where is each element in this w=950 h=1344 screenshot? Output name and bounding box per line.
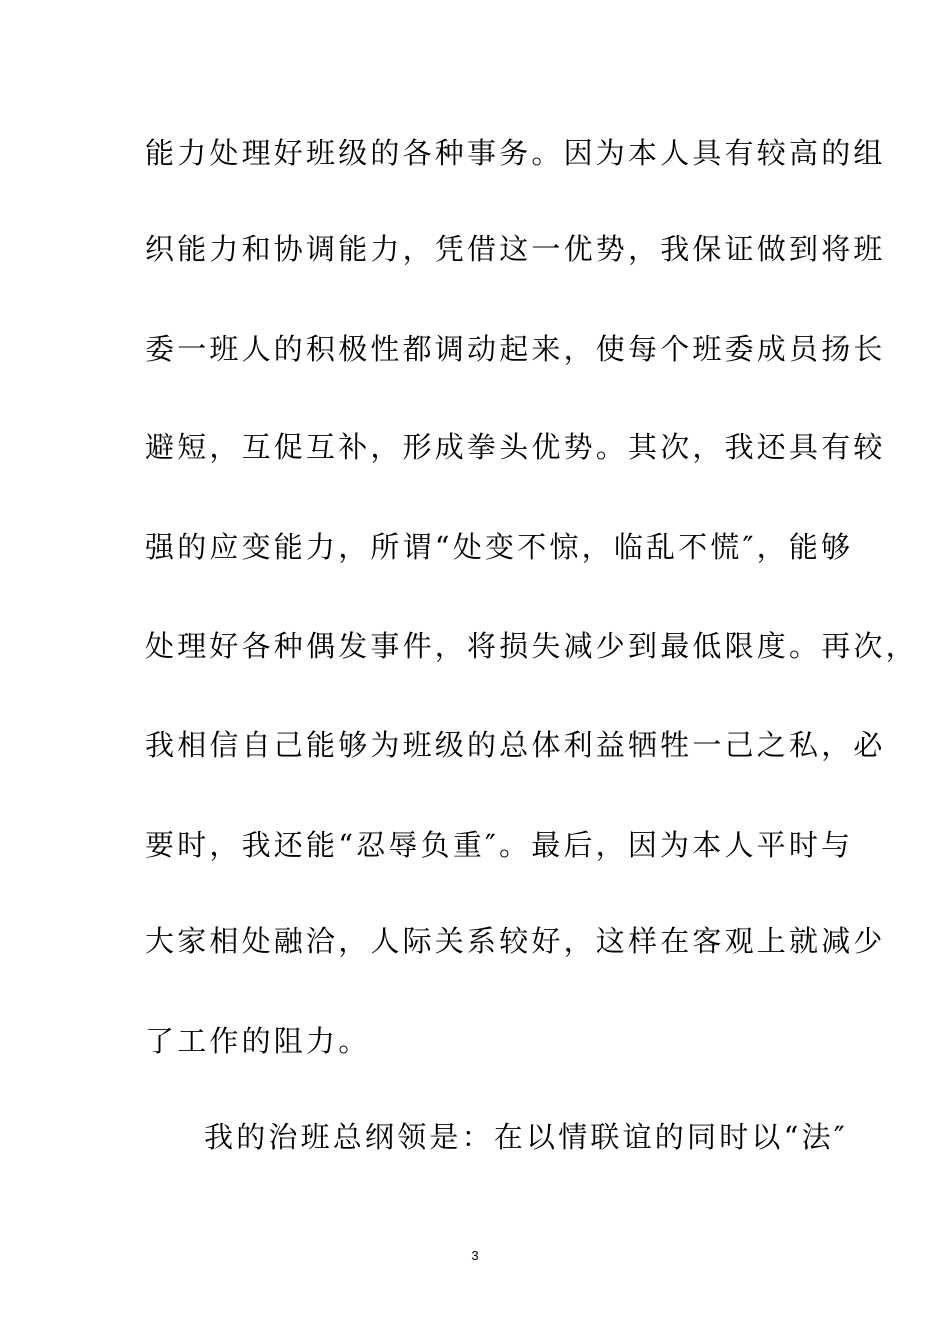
paragraph-line-4: 避短，互促互补，形成拳头优势。其次，我还具有较	[145, 430, 886, 464]
paragraph-line-9: 大家相处融洽，人际关系较好，这样在客观上就减少	[145, 924, 886, 958]
page-number: 3	[471, 1248, 479, 1263]
paragraph-line-7: 我相信自己能够为班级的总体利益牺牲一己之私，必	[145, 728, 886, 762]
paragraph-line-6: 处理好各种偶发事件，将损失减少到最低限度。再次，	[145, 629, 918, 663]
paragraph-line-8: 要时，我还能“忍辱负重″。最后，因为本人平时与	[145, 828, 854, 862]
paragraph-line-1: 能力处理好班级的各种事务。因为本人具有较高的组	[145, 136, 886, 170]
paragraph-line-3: 委一班人的积极性都调动起来，使每个班委成员扬长	[145, 332, 886, 366]
paragraph-line-2: 织能力和协调能力，凭借这一优势，我保证做到将班	[145, 232, 886, 266]
paragraph-line-10: 了工作的阻力。	[145, 1024, 371, 1058]
paragraph-2-line-1: 我的治班总纲领是：在以情联谊的同时以“法″	[204, 1120, 848, 1154]
paragraph-line-5: 强的应变能力，所谓“处变不惊，临乱不慌″，能够	[145, 530, 854, 564]
